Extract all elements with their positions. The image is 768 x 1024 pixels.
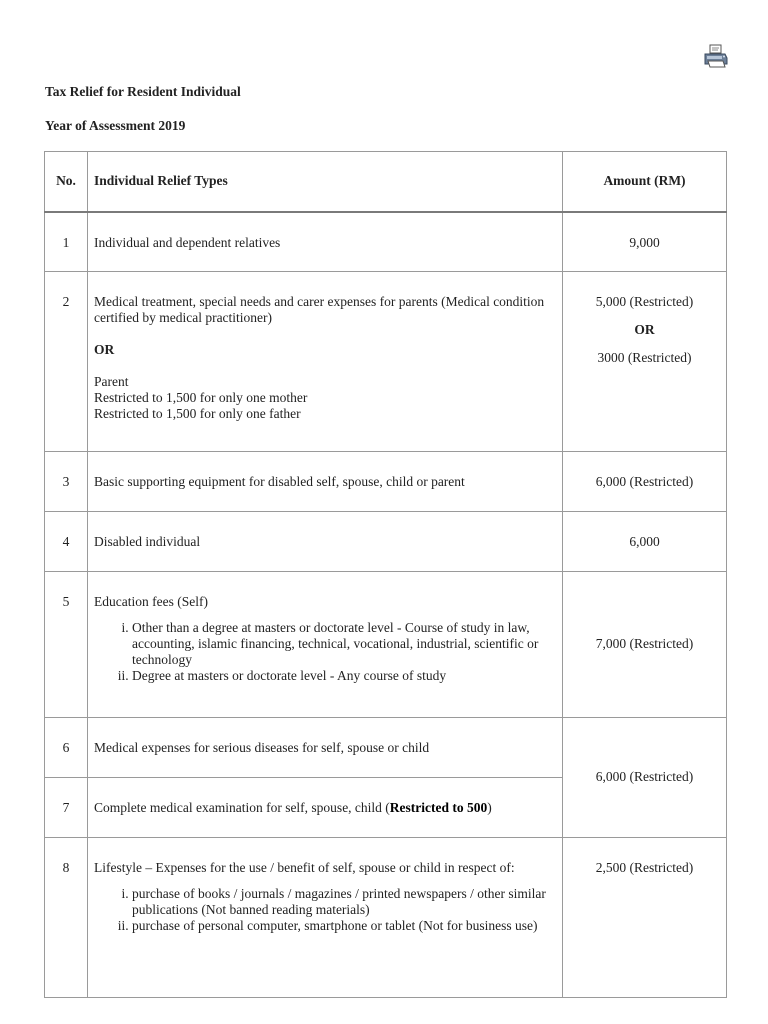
- printer-icon-graphic: [703, 44, 729, 68]
- relief-amount: 5,000 (Restricted): [595, 294, 694, 309]
- header-relief-types: Individual Relief Types: [88, 152, 563, 212]
- printer-icon[interactable]: [703, 44, 729, 68]
- table-row: [45, 512, 727, 572]
- amount-or-label: OR: [634, 322, 655, 337]
- table-row: [45, 452, 727, 512]
- row-number: 5: [45, 572, 88, 718]
- parent-label: Parent: [94, 374, 129, 389]
- relief-description-cell: [88, 572, 563, 718]
- table-row: [45, 272, 727, 452]
- education-list: [94, 620, 556, 684]
- row-number: 7: [45, 778, 88, 838]
- relief-description-cell: [88, 272, 563, 452]
- relief-description: [88, 778, 563, 838]
- relief-amount: 6,000 (Restricted): [563, 718, 727, 838]
- row-number: 3: [45, 452, 88, 512]
- list-item: i. Other than a degree at masters or doctorate level - Course of study in law, accounting, islamic financing, technical, vocational, industrial, scientific or technology: [132, 620, 556, 668]
- table-header-row: [45, 152, 727, 212]
- row-number: 4: [45, 512, 88, 572]
- table-row: [45, 212, 727, 272]
- list-item: ii. Degree at masters or doctorate level - Any course of study: [132, 668, 556, 684]
- table-row: [45, 572, 727, 718]
- row-number: 8: [45, 838, 88, 998]
- relief-description: Individual and dependent relatives: [88, 212, 563, 272]
- page-title: Tax Relief for Resident Individual: [45, 84, 241, 99]
- header-amount: Amount (RM): [563, 152, 727, 212]
- description-text-end: ): [487, 800, 492, 815]
- list-item: ii. purchase of personal computer, smartphone or tablet (Not for business use): [132, 918, 556, 934]
- relief-amount: 9,000: [563, 212, 727, 272]
- relief-table: [44, 151, 727, 998]
- relief-amount: 7,000 (Restricted): [563, 572, 727, 718]
- relief-description: Medical expenses for serious diseases for self, spouse or child: [88, 718, 563, 778]
- relief-amount-alt: 3000 (Restricted): [597, 350, 692, 365]
- mother-restriction: Restricted to 1,500 for only one mother: [94, 390, 308, 405]
- relief-amount: 2,500 (Restricted): [563, 838, 727, 998]
- restriction-note: Restricted to 500: [389, 800, 488, 815]
- relief-description: Medical treatment, special needs and carer expenses for parents (Medical condition certified by medical practitioner): [94, 294, 545, 325]
- row-number: 6: [45, 718, 88, 778]
- list-item: i. purchase of books / journals / magazines / printed newspapers / other similar publications (Not banned reading materials): [132, 886, 556, 918]
- relief-description: Education fees (Self): [94, 594, 208, 609]
- page-subtitle: Year of Assessment 2019: [45, 118, 186, 133]
- relief-amount: 6,000 (Restricted): [563, 452, 727, 512]
- or-label: OR: [94, 342, 115, 357]
- table-row: [45, 838, 727, 998]
- relief-description: Disabled individual: [88, 512, 563, 572]
- relief-description: Basic supporting equipment for disabled self, spouse, child or parent: [88, 452, 563, 512]
- lifestyle-list: [94, 886, 556, 934]
- row-number: 2: [45, 272, 88, 452]
- relief-description: Lifestyle – Expenses for the use / benefit of self, spouse or child in respect of:: [94, 860, 515, 875]
- header-no: No.: [45, 152, 88, 212]
- row-number: 1: [45, 212, 88, 272]
- father-restriction: Restricted to 1,500 for only one father: [94, 406, 301, 421]
- relief-amount-cell: [563, 272, 727, 452]
- relief-description-cell: [88, 838, 563, 998]
- description-text: Complete medical examination for self, spouse, child (: [94, 800, 390, 815]
- table-row: [45, 718, 727, 778]
- relief-amount: 6,000: [563, 512, 727, 572]
